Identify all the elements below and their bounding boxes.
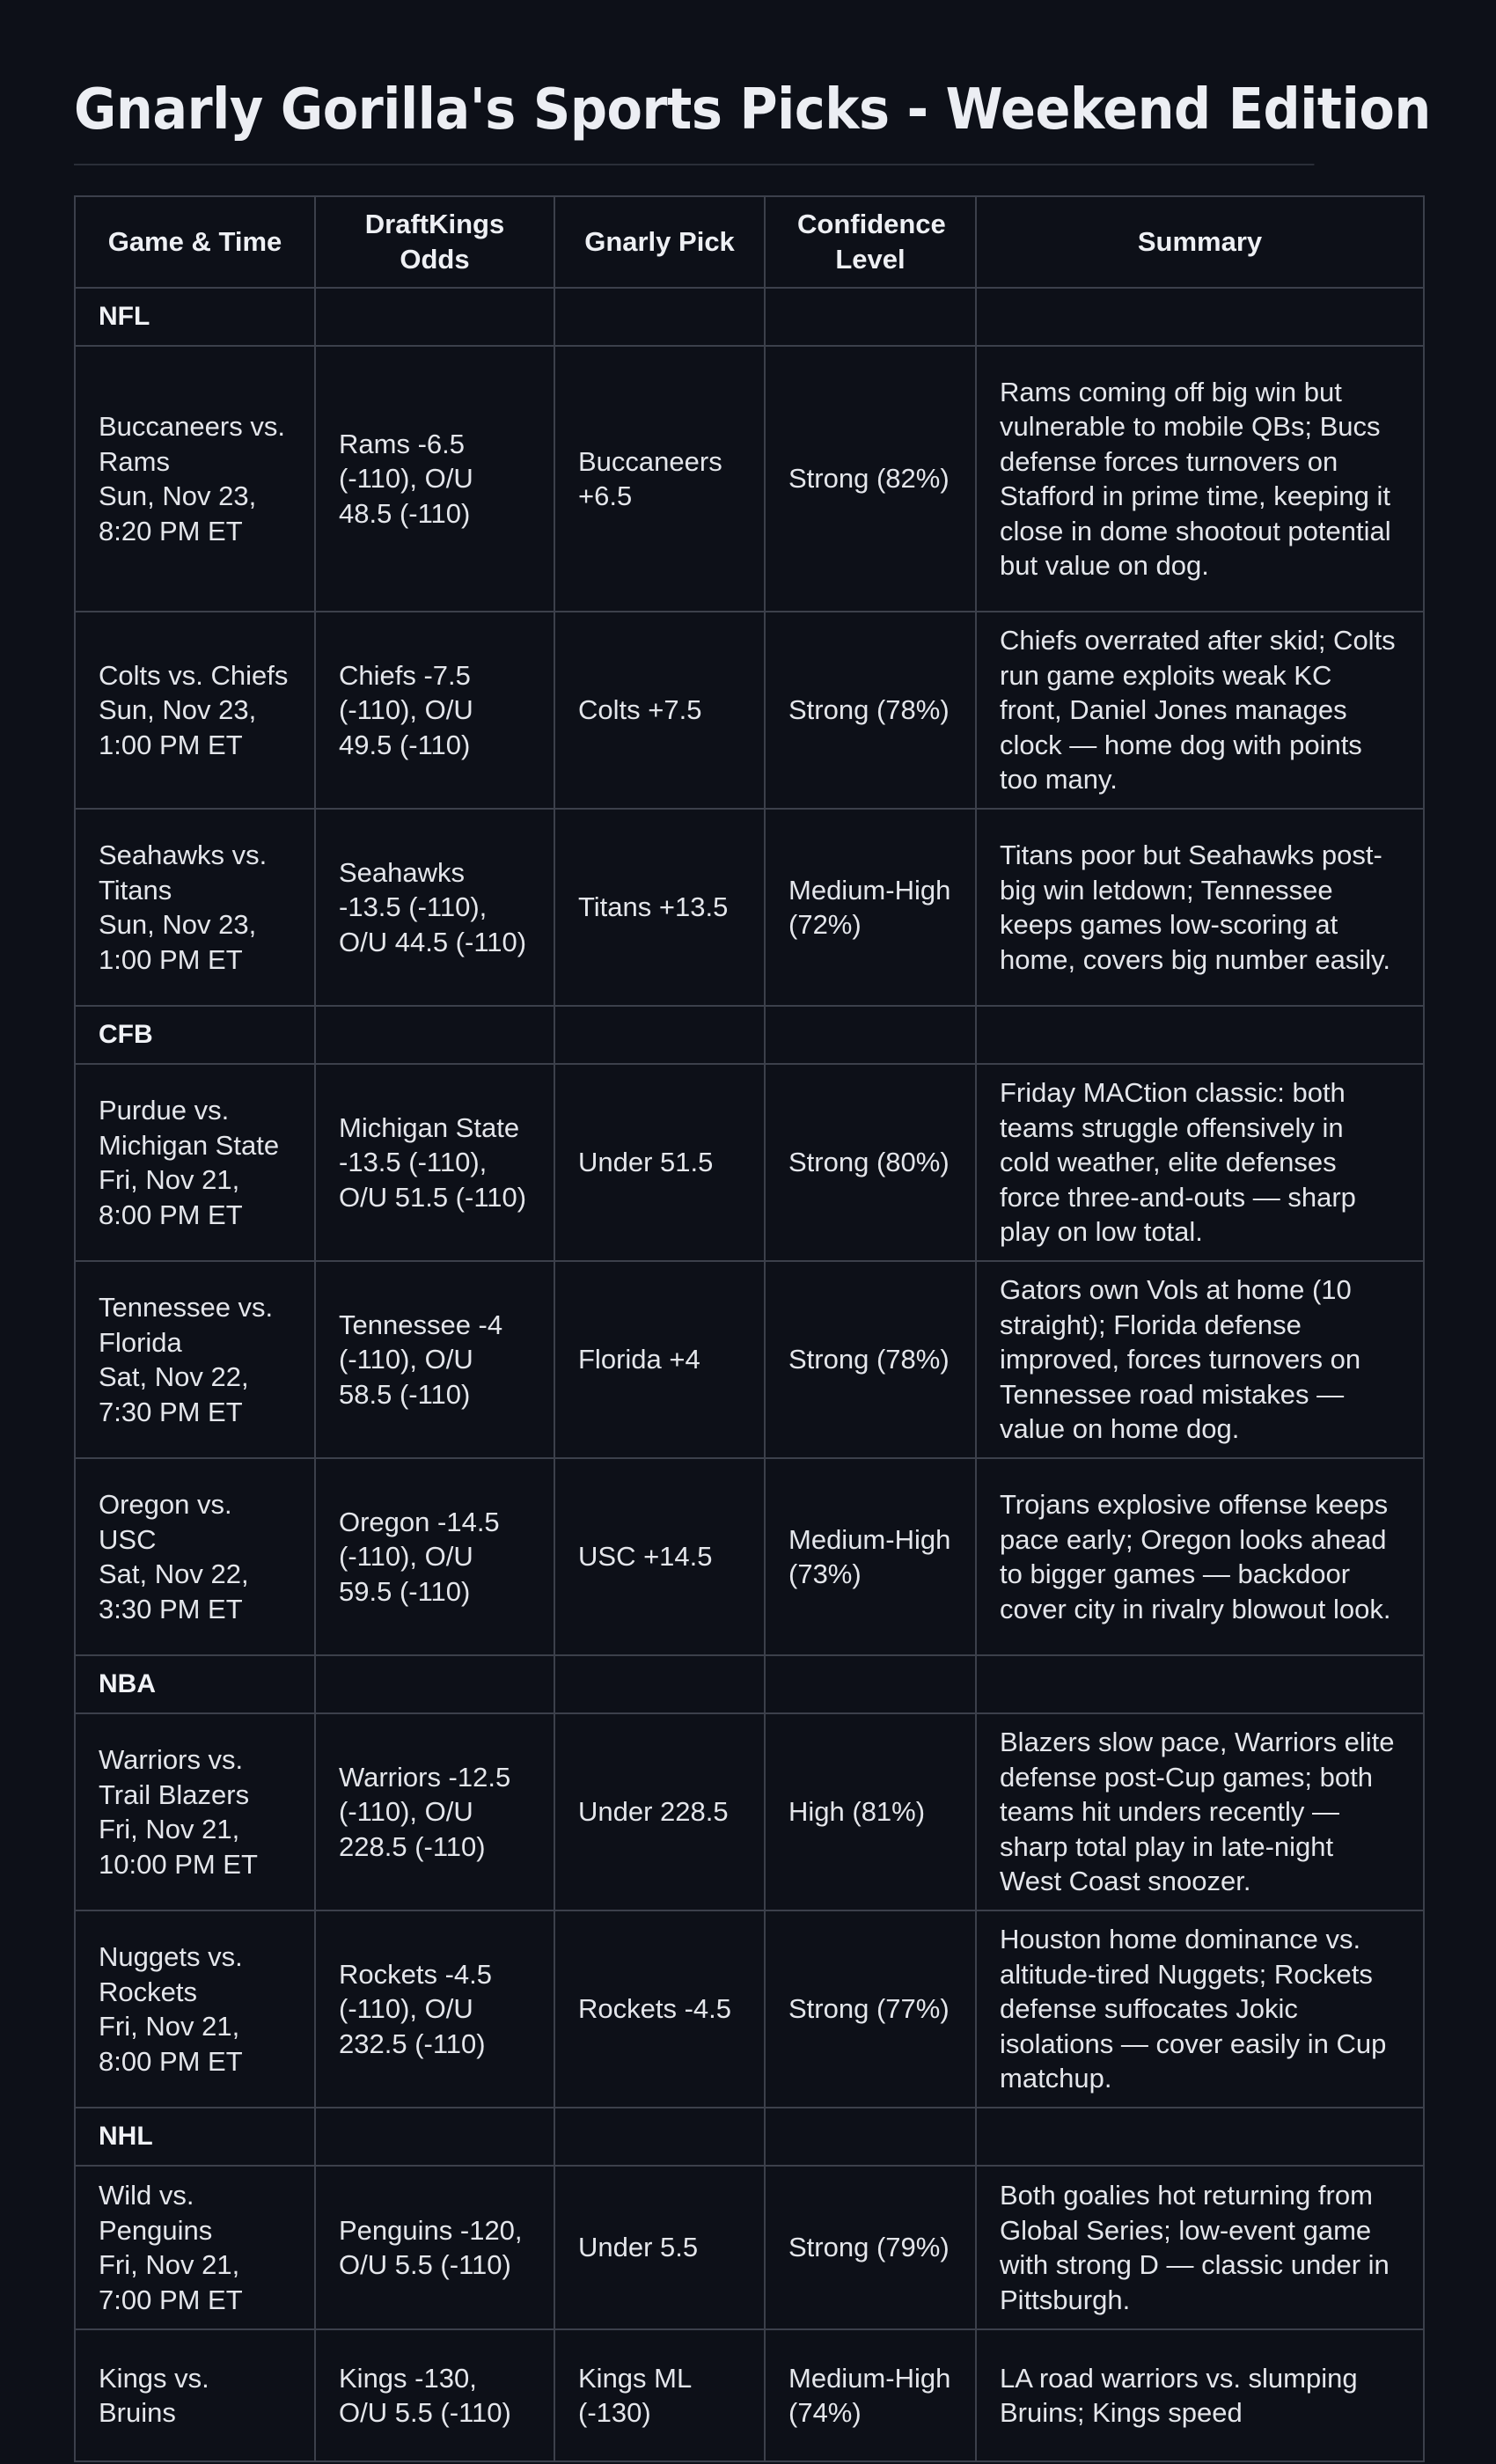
game-time: Fri, Nov 21, 8:00 PM ET [99,2011,243,2077]
table-row [75,346,1424,612]
section-empty-cell [315,1655,554,1713]
pick-cell: Colts +7.5 [554,612,765,809]
section-empty-cell [554,2108,765,2166]
pick-cell: Titans +13.5 [554,809,765,1006]
table-row [75,2329,1424,2461]
confidence-cell: Strong (80%) [765,1064,976,1261]
column-header-odds: DraftKings Odds [315,196,554,288]
odds-cell: Warriors -12.5 (-110), O/U 228.5 (-110) [315,1713,554,1910]
pick-cell: Kings ML (-130) [554,2329,765,2461]
game-time: Sun, Nov 23, 1:00 PM ET [99,694,257,760]
confidence-cell: Strong (79%) [765,2166,976,2329]
odds-cell: Penguins -120, O/U 5.5 (-110) [315,2166,554,2329]
game-matchup: Nuggets vs. Rockets [99,1941,243,2007]
table-row [75,612,1424,809]
game-time-cell [75,1910,315,2108]
section-row [75,2108,1424,2166]
table-header [75,196,1424,288]
section-row [75,288,1424,346]
section-empty-cell [765,1006,976,1064]
odds-cell: Rams -6.5 (-110), O/U 48.5 (-110) [315,346,554,612]
header-row [75,196,1424,288]
section-empty-cell [315,1006,554,1064]
game-matchup: Colts vs. Chiefs [99,659,289,691]
table-row [75,1713,1424,1910]
section-empty-cell [976,1006,1424,1064]
pick-cell: Buccaneers +6.5 [554,346,765,612]
pick-cell: Under 51.5 [554,1064,765,1261]
game-time-cell [75,612,315,809]
table-body [75,288,1424,2461]
confidence-cell: Medium-High (73%) [765,1458,976,1655]
confidence-cell: Strong (77%) [765,1910,976,2108]
summary-cell: Both goalies hot returning from Global Series; low-event game with strong D — classic under in Pittsburgh. [976,2166,1424,2329]
odds-cell: Kings -130, O/U 5.5 (-110) [315,2329,554,2461]
summary-cell: Friday MACtion classic: both teams struggle offensively in cold weather, elite defenses force three-and-outs — sharp play on low total. [976,1064,1424,1261]
pick-cell: Under 5.5 [554,2166,765,2329]
summary-cell: Blazers slow pace, Warriors elite defense post-Cup games; both teams hit unders recently — sharp total play in late-night West Coast snoozer. [976,1713,1424,1910]
odds-cell: Oregon -14.5 (-110), O/U 59.5 (-110) [315,1458,554,1655]
section-empty-cell [976,2108,1424,2166]
section-empty-cell [554,1006,765,1064]
summary-cell: Gators own Vols at home (10 straight); Florida defense improved, forces turnovers on Tennessee road mistakes — value on home dog. [976,1261,1424,1458]
odds-cell: Tennessee -4 (-110), O/U 58.5 (-110) [315,1261,554,1458]
section-label: NFL [75,288,315,346]
confidence-cell: Strong (78%) [765,612,976,809]
section-empty-cell [315,2108,554,2166]
summary-cell: Trojans explosive offense keeps pace early; Oregon looks ahead to bigger games — backdoor cover city in rivalry blowout look. [976,1458,1424,1655]
summary-cell: LA road warriors vs. slumping Bruins; Kings speed [976,2329,1424,2461]
odds-cell: Rockets -4.5 (-110), O/U 232.5 (-110) [315,1910,554,2108]
summary-cell: Houston home dominance vs. altitude-tired Nuggets; Rockets defense suffocates Jokic isolations — cover easily in Cup matchup. [976,1910,1424,2108]
game-time: Sat, Nov 22, 7:30 PM ET [99,1361,249,1427]
game-time: Sun, Nov 23, 1:00 PM ET [99,909,257,975]
confidence-cell: High (81%) [765,1713,976,1910]
section-label: NBA [75,1655,315,1713]
section-row [75,1655,1424,1713]
confidence-cell: Medium-High (72%) [765,809,976,1006]
game-time-cell [75,2166,315,2329]
pick-cell: Under 228.5 [554,1713,765,1910]
table-row [75,1910,1424,2108]
game-matchup: Oregon vs. USC [99,1489,232,1555]
column-header-game-time: Game & Time [75,196,315,288]
table-row [75,1458,1424,1655]
pick-cell: Florida +4 [554,1261,765,1458]
pick-cell: USC +14.5 [554,1458,765,1655]
section-empty-cell [976,1655,1424,1713]
odds-cell: Chiefs -7.5 (-110), O/U 49.5 (-110) [315,612,554,809]
section-empty-cell [315,288,554,346]
section-empty-cell [765,1655,976,1713]
table-row [75,809,1424,1006]
game-matchup: Tennessee vs. Florida [99,1292,274,1358]
game-time-cell [75,2329,315,2461]
column-header-confidence: Confidence Level [765,196,976,288]
game-time-cell [75,809,315,1006]
summary-cell: Titans poor but Seahawks post-big win letdown; Tennessee keeps games low-scoring at home, covers big number easily. [976,809,1424,1006]
section-empty-cell [765,288,976,346]
game-time-cell [75,1713,315,1910]
confidence-cell: Strong (82%) [765,346,976,612]
game-matchup: Purdue vs. Michigan State [99,1095,280,1161]
table-row [75,1261,1424,1458]
game-time-cell [75,1458,315,1655]
section-empty-cell [765,2108,976,2166]
game-matchup: Wild vs. Penguins [99,2180,213,2246]
table-row [75,2166,1424,2329]
game-time-cell [75,346,315,612]
column-header-summary: Summary [976,196,1424,288]
game-time-cell [75,1261,315,1458]
game-time: Fri, Nov 21, 8:00 PM ET [99,1164,243,1230]
game-matchup: Buccaneers vs. Rams [99,411,285,477]
table-row [75,1064,1424,1261]
section-empty-cell [976,288,1424,346]
game-matchup: Warriors vs. Trail Blazers [99,1744,250,1810]
pick-cell: Rockets -4.5 [554,1910,765,2108]
page-title: Gnarly Gorilla's Sports Picks - Weekend Edition [74,0,1314,165]
game-time: Fri, Nov 21, 10:00 PM ET [99,1814,258,1880]
game-time: Fri, Nov 21, 7:00 PM ET [99,2249,243,2315]
section-row [75,1006,1424,1064]
column-header-pick: Gnarly Pick [554,196,765,288]
summary-cell: Chiefs overrated after skid; Colts run game exploits weak KC front, Daniel Jones manages clock — home dog with points too many. [976,612,1424,809]
section-label: CFB [75,1006,315,1064]
odds-cell: Seahawks -13.5 (-110), O/U 44.5 (-110) [315,809,554,1006]
confidence-cell: Strong (78%) [765,1261,976,1458]
game-time-cell [75,1064,315,1261]
game-time: Sat, Nov 22, 3:30 PM ET [99,1558,249,1624]
summary-cell: Rams coming off big win but vulnerable to mobile QBs; Bucs defense forces turnovers on Stafford in prime time, keeping it close in dome shootout potential but value on dog. [976,346,1424,612]
game-matchup: Kings vs. Bruins [99,2362,209,2428]
picks-table [74,195,1425,2462]
section-empty-cell [554,288,765,346]
section-label: NHL [75,2108,315,2166]
game-matchup: Seahawks vs. Titans [99,840,268,906]
game-time: Sun, Nov 23, 8:20 PM ET [99,480,257,546]
odds-cell: Michigan State -13.5 (-110), O/U 51.5 (-110) [315,1064,554,1261]
section-empty-cell [554,1655,765,1713]
confidence-cell: Medium-High (74%) [765,2329,976,2461]
